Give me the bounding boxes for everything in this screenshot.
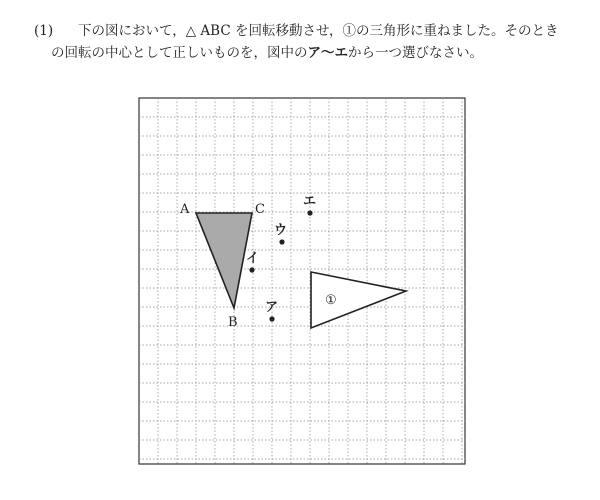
question-line-2-text-a: の回転の中心として正しいものを，図中の: [51, 45, 308, 61]
point-label-e: エ: [303, 194, 317, 209]
question-line-1-text: 下の図において，△ ABC を回転移動させ，①の三角形に重ねました。そのとき: [78, 23, 559, 39]
point-a: [269, 316, 274, 321]
vertex-label-c: C: [255, 202, 265, 217]
question-line-2-text-b: から一つ選びなさい。: [348, 45, 483, 61]
point-label-i: イ: [246, 251, 260, 266]
triangle-1-label: ①: [325, 293, 337, 308]
point-label-u: ウ: [274, 223, 288, 238]
point-i: [249, 267, 254, 272]
vertex-label-b: B: [228, 315, 238, 330]
point-e: [307, 210, 312, 215]
point-label-a: ア: [265, 300, 279, 315]
grid-frame: [139, 98, 465, 464]
question-number: (1): [34, 23, 54, 39]
choices-range: ア～エ: [307, 45, 348, 61]
point-u: [279, 239, 284, 244]
vertex-label-a: A: [180, 202, 190, 217]
